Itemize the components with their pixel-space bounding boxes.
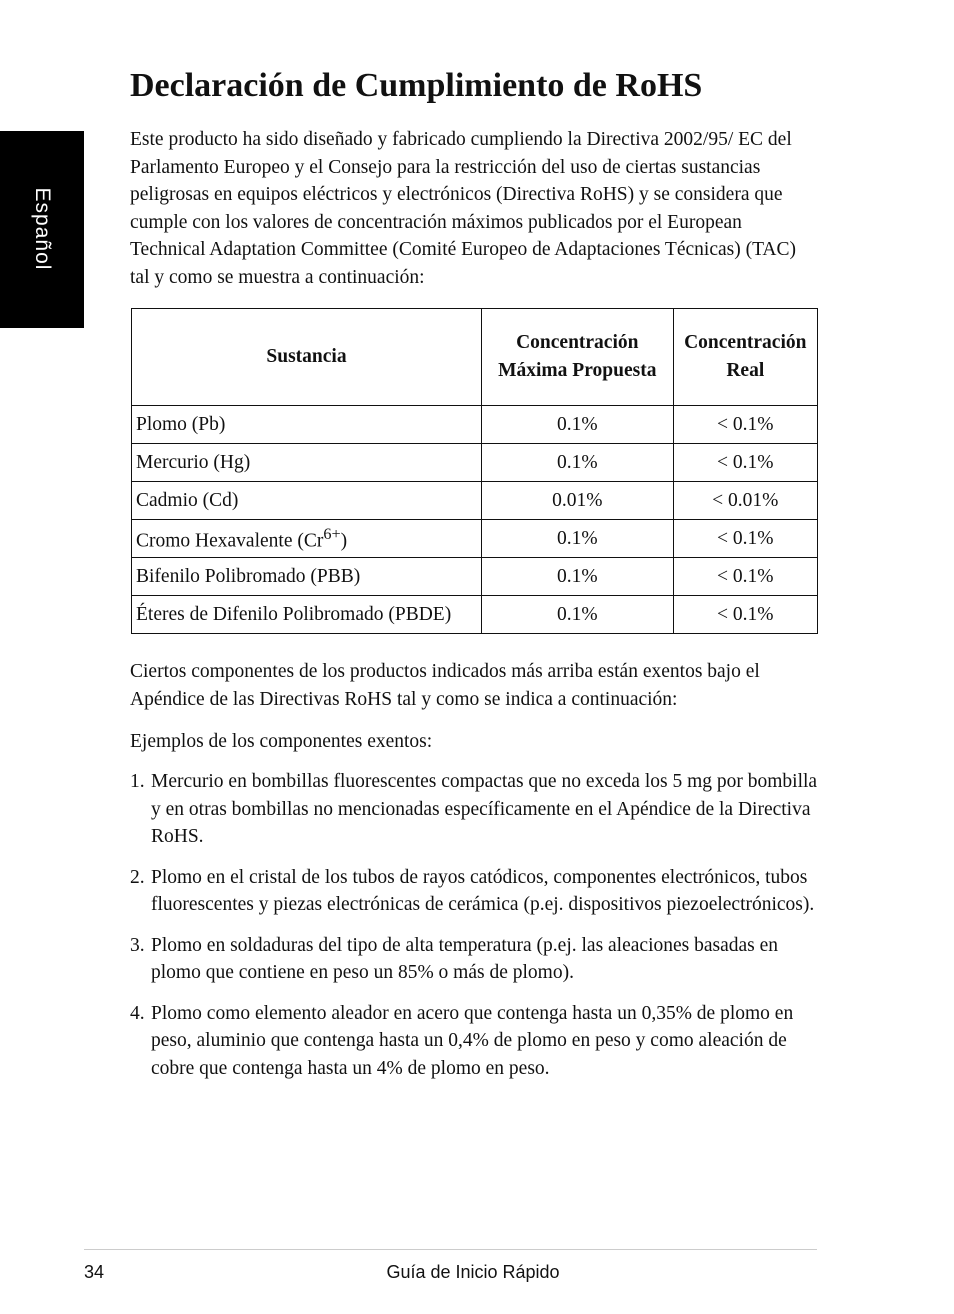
cell-real: < 0.1% [673,444,817,482]
cell-substance: Éteres de Difenilo Polibromado (PBDE) [132,596,482,634]
cell-real: < 0.1% [673,520,817,558]
list-item-number: 2. [130,866,145,888]
cell-real: < 0.1% [673,558,817,596]
rohs-substance-table [131,308,818,634]
language-tab [0,131,84,328]
cell-substance: Plomo (Pb) [132,406,482,444]
cell-max: 0.1% [482,444,674,482]
table-row [132,520,818,558]
list-item [130,864,820,919]
language-tab-label: Español [31,187,54,271]
list-item-text: Plomo en soldaduras del tipo de alta temperatura (p.ej. las aleaciones basadas en plomo que contiene en peso un 85% o más de plomo). [151,934,779,983]
list-item [130,768,820,851]
list-item-text: Mercurio en bombillas fluorescentes compactas que no exceda los 5 mg por bombilla y en otras bombillas no mencionadas específicamente en el Apéndice de la Directiva RoHS. [151,771,818,847]
cell-max: 0.1% [482,520,674,558]
list-item-text: Plomo como elemento aleador en acero que contenga hasta un 0,35% de plomo en peso, aluminio que contenga hasta un 0,4% de plomo en peso y como aleación de cobre que contenga hasta un 4% de plomo en peso. [151,1002,794,1079]
cell-real: < 0.1% [673,406,817,444]
page-title: Declaración de Cumplimiento de RoHS [130,67,703,104]
cell-max: 0.1% [482,596,674,634]
table-row [132,406,818,444]
cell-real: < 0.1% [673,596,817,634]
list-item-number: 3. [130,934,145,956]
cell-max: 0.1% [482,406,674,444]
list-item-text: Plomo en el cristal de los tubos de rayos catódicos, componentes electrónicos, tubos fluorescentes y piezas electrónicas de cerámica (p.ej. dispositivos piezoelectrónicos). [151,866,815,915]
cell-real: < 0.01% [673,482,817,520]
header-substance: Sustancia [132,309,482,406]
cell-max: 0.1% [482,558,674,596]
superscript-6plus: 6+ [323,524,341,543]
exemption-intro-paragraph: Ciertos componentes de los productos indicados más arriba están exentos bajo el Apéndice de las Directivas RoHS tal y como se indica a continuación: [130,661,760,710]
table-row [132,482,818,520]
footer-divider [84,1249,817,1250]
cell-substance: Cromo Hexavalente $(Cr^{6+})$ [132,520,482,558]
table-row [132,444,818,482]
cell-substance: Mercurio (Hg) [132,444,482,482]
list-item-number: 4. [130,1002,145,1024]
table-row [132,596,818,634]
table-row [132,558,818,596]
intro-paragraph: Este producto ha sido diseñado y fabricado cumpliendo la Directiva 2002/95/ EC del Parlamento Europeo y el Consejo para la restricción del uso de ciertas sustancias peligrosas en equipos eléctricos y electrónicos (Directiva RoHS) y se considera que cumple con los valores de concentración máximos publicados por el European Technical Adaptation Committee (Comité Europeo de Adaptaciones Técnicas) (TAC) tal y como se muestra a continuación: [130,129,797,288]
exemption-list [130,768,820,1095]
examples-heading: Ejemplos de los componentes exentos: [130,731,433,752]
footer-guide-title: Guía de Inicio Rápido [386,1262,560,1282]
list-item [130,1000,820,1083]
header-max-concentration: Concentración Máxima Propuesta [482,309,674,406]
cell-substance: Bifenilo Polibromado (PBB) [132,558,482,596]
table-header-row [132,309,818,406]
cell-substance: Cadmio (Cd) [132,482,482,520]
list-item-number: 1. [130,771,145,792]
page-number: 34 [84,1262,105,1282]
cell-max: 0.01% [482,482,674,520]
list-item [130,932,820,987]
header-real-concentration: Concentración Real [673,309,817,406]
